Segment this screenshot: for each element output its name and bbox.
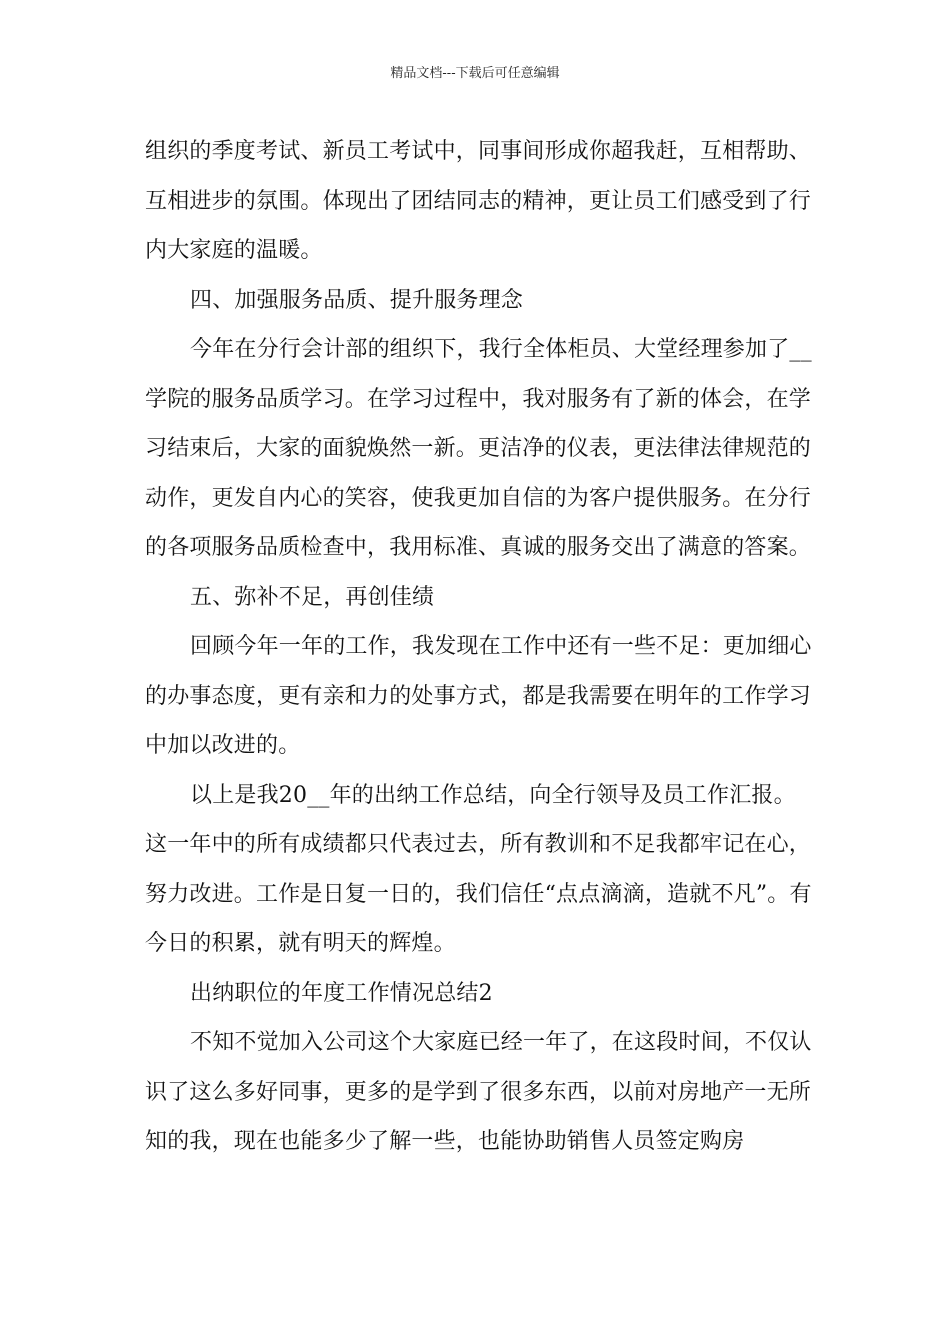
paragraph-review: 回顾今年一年的工作，我发现在工作中还有一些不足：更加细心的办事态度，更有亲和力的处事方式，都是我需要在明年的工作学习中加以改进的。: [145, 634, 812, 758]
paragraph-continuation: 组织的季度考试、新员工考试中，同事间形成你超我赶，互相帮助、互相进步的氛围。体现出了团结同志的精神，更让员工们感受到了行内大家庭的温暖。: [145, 139, 812, 263]
paragraph-service-quality: 今年在分行会计部的组织下，我行全体柜员、大堂经理参加了__学院的服务品质学习。在学习过程中，我对服务有了新的体会，在学习结束后，大家的面貌焕然一新。更洁净的仪表，更法律法律规范的动作，更发自内心的笑容，使我更加自信的为客户提供服务。在分行的各项服务品质检查中，我用标准、真诚的服务交出了满意的答案。: [145, 337, 812, 560]
paragraph-conclusion: 以上是我20__年的出纳工作总结，向全行领导及员工作汇报。这一年中的所有成绩都只代表过去，所有教训和不足我都牢记在心，努力改进。工作是日复一日的，我们信任“点点滴滴，造就不凡”。有今日的积累，就有明天的辉煌。: [145, 782, 812, 956]
paragraph-intro-2: 不知不觉加入公司这个大家庭已经一年了，在这段时间，不仅认识了这么多好同事，更多的是学到了很多东西，以前对房地产一无所知的我，现在也能多少了解一些，也能协助销售人员签定购房: [145, 1030, 812, 1154]
section-heading-4: 四、加强服务品质、提升服务理念: [190, 287, 524, 313]
section-heading-5: 五、弥补不足，再创佳绩: [190, 584, 435, 610]
document-body: [145, 127, 817, 1167]
article-title-2: 出纳职位的年度工作情况总结2: [190, 980, 493, 1006]
page-header: 精品文档---下载后可任意编辑: [390, 66, 560, 81]
